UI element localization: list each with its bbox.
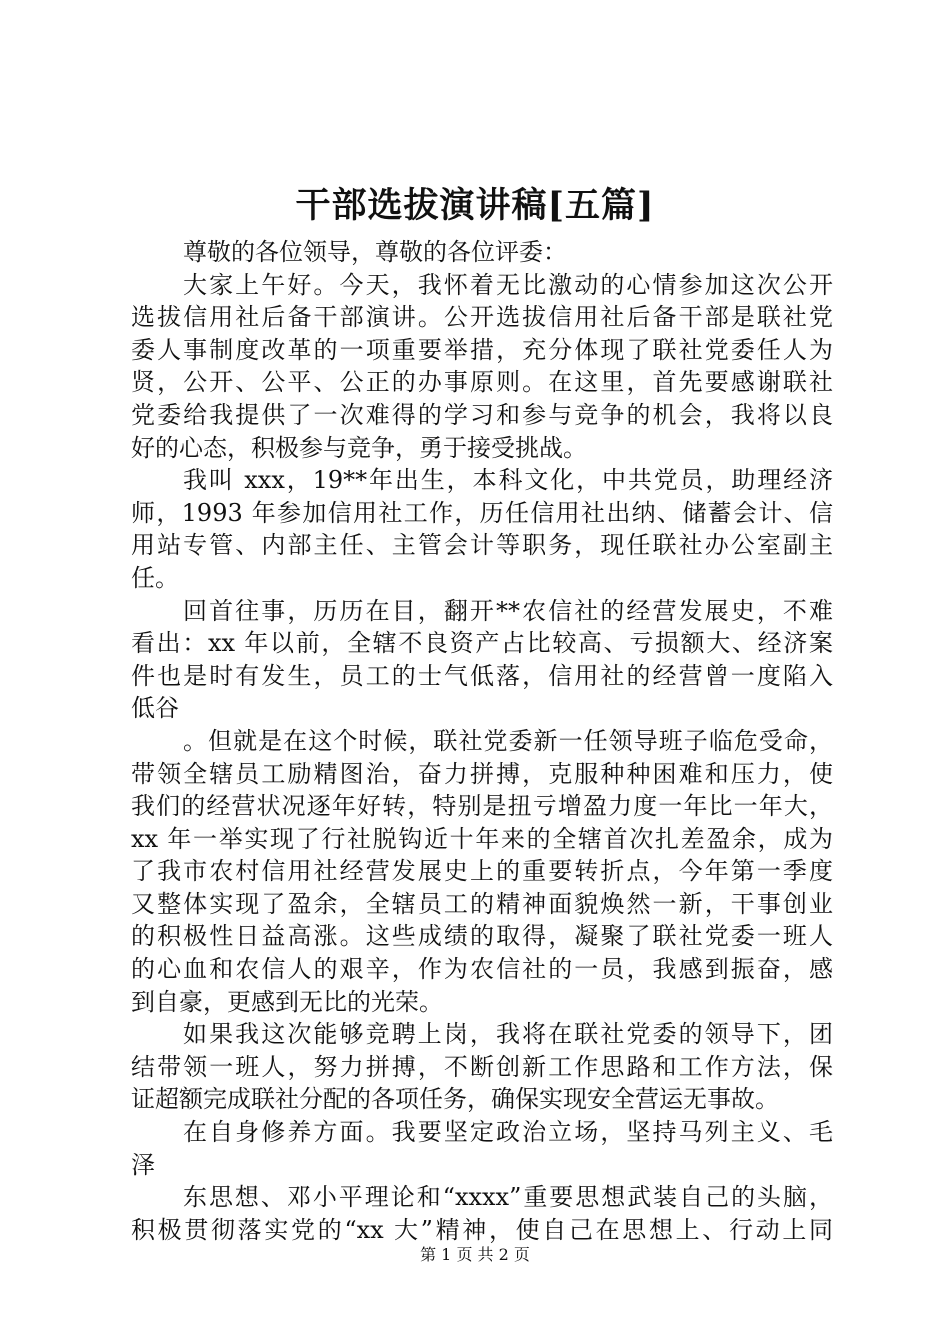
text-line: 带领全辖员工励精图治，奋力拼搏，克服种种困难和压力，使 — [131, 759, 833, 788]
document-title: 干部选拔演讲稿[五篇] — [295, 185, 655, 226]
text-line: 贤，公开、公平、公正的办事原则。在这里，首先要感谢联社 — [131, 368, 833, 397]
text-line: 任。 — [131, 563, 179, 592]
text-line: 如果我这次能够竞聘上岗，我将在联社党委的领导下，团 — [183, 1020, 833, 1049]
text-line: 看出：xx 年以前，全辖不良资产占比较高、亏损额大、经济案 — [131, 629, 833, 658]
text-line: 委人事制度改革的一项重要举措，充分体现了联社党委任人为 — [131, 335, 833, 364]
text-line: 低谷 — [131, 694, 179, 723]
text-line: 又整体实现了盈余，全辖员工的精神面貌焕然一新，干事创业 — [131, 889, 833, 918]
text-line: 大家上午好。今天，我怀着无比激动的心情参加这次公开 — [183, 270, 833, 299]
text-line: 证超额完成联社分配的各项任务，确保实现安全营运无事故。 — [131, 1085, 779, 1114]
text-line: 到自豪，更感到无比的光荣。 — [131, 987, 443, 1016]
text-line: xx 年一举实现了行社脱钩近十年来的全辖首次扎差盈余，成为 — [131, 824, 833, 853]
text-line: 结带领一班人，努力拼搏，不断创新工作思路和工作方法，保 — [131, 1052, 833, 1081]
text-line: 了我市农村信用社经营发展史上的重要转折点，今年第一季度 — [131, 857, 833, 886]
text-line: 回首往事，历历在目，翻开**农信社的经营发展史，不难 — [183, 596, 833, 625]
text-line: 我们的经营状况逐年好转，特别是扭亏增盈力度一年比一年大， — [131, 792, 833, 821]
document-body — [131, 236, 833, 1246]
text-line: 好的心态，积极参与竞争，勇于接受挑战。 — [131, 433, 587, 462]
text-line: 用站专管、内部主任、主管会计等职务，现任联社办公室副主 — [131, 531, 833, 560]
text-line: 的心血和农信人的艰辛，作为农信社的一员，我感到振奋，感 — [131, 955, 833, 984]
text-line: 我叫 xxx，19**年出生，本科文化，中共党员，助理经济 — [183, 466, 833, 495]
text-line: 选拔信用社后备干部演讲。公开选拔信用社后备干部是联社党 — [131, 303, 833, 332]
text-line: 。但就是在这个时候，联社党委新一任领导班子临危受命， — [183, 726, 833, 755]
text-line: 积极贯彻落实党的“xx 大”精神，使自己在思想上、行动上同 — [131, 1215, 833, 1244]
text-line: 件也是时有发生，员工的士气低落，信用社的经营曾一度陷入 — [131, 661, 833, 690]
text-line: 师，1993 年参加信用社工作，历任信用社出纳、储蓄会计、信 — [131, 498, 833, 527]
text-line: 在自身修养方面。我要坚定政治立场，坚持马列主义、毛 — [183, 1118, 833, 1147]
text-line: 泽 — [131, 1150, 155, 1179]
page-footer: 第 1 页 共 2 页 — [420, 1245, 530, 1264]
text-line: 党委给我提供了一次难得的学习和参与竞争的机会，我将以良 — [131, 400, 833, 429]
text-line: 的积极性日益高涨。这些成绩的取得，凝聚了联社党委一班人 — [131, 922, 833, 951]
text-line: 尊敬的各位领导，尊敬的各位评委： — [183, 238, 567, 266]
text-line: 东思想、邓小平理论和“xxxx”重要思想武装自己的头脑， — [183, 1183, 833, 1212]
